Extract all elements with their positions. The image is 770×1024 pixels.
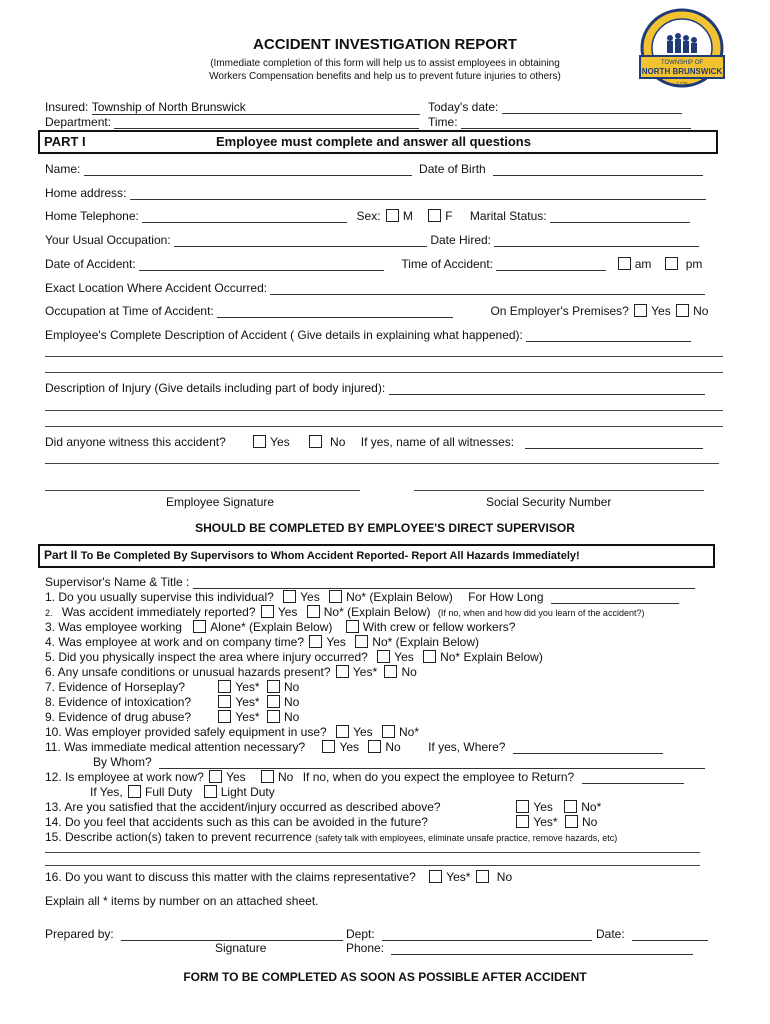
q8-yes-label: Yes*: [235, 695, 260, 709]
q3-alone-label: Alone* (Explain Below): [210, 620, 333, 634]
home-telephone-label: Home Telephone:: [45, 209, 139, 223]
q2-yes-label: Yes: [277, 605, 298, 619]
q6-no-label: No: [401, 665, 417, 679]
q13-no-label: No*: [581, 800, 602, 814]
description-label: Employee's Complete Description of Accident ( Give details in explaining what happened):: [45, 328, 523, 342]
date-of-accident-field[interactable]: [139, 259, 384, 271]
home-address-field[interactable]: [130, 188, 706, 200]
q6-row: [45, 665, 417, 679]
q3-with-label: With crew or fellow workers?: [362, 620, 516, 634]
name-field[interactable]: [84, 164, 412, 176]
part2-label: Part II: [44, 548, 78, 562]
dob-field[interactable]: [493, 164, 703, 176]
sex-label: Sex:: [356, 209, 381, 223]
part2-header-box: [38, 544, 715, 568]
employee-signature-label: Employee Signature: [166, 495, 275, 509]
witness-line-2[interactable]: [45, 463, 719, 464]
footer-note: FORM TO BE COMPLETED AS SOON AS POSSIBLE AFTER ACCIDENT: [183, 970, 587, 984]
insured-value: Township of North Brunswick: [91, 100, 246, 114]
q7-no-label: No: [283, 680, 300, 694]
q1-no-label: No* (Explain Below): [346, 590, 453, 604]
todays-date-label: Today's date:: [428, 100, 499, 114]
witness-names-field[interactable]: [525, 437, 703, 449]
q7-label: 7. Evidence of Horseplay?: [45, 680, 186, 694]
supervisor-name-label: Supervisor's Name & Title :: [45, 575, 190, 589]
location-row: [45, 281, 705, 295]
todays-date-row: [428, 100, 682, 114]
q11-no-label: No: [385, 740, 401, 754]
time-of-accident-field[interactable]: [496, 259, 606, 271]
q10-yes-label: Yes: [353, 725, 373, 739]
q9-label: 9. Evidence of drug abuse?: [45, 710, 192, 724]
q16-row: [45, 870, 512, 884]
phone-row: [346, 941, 693, 955]
q1-yes-label: Yes: [300, 590, 320, 604]
injury-label: Description of Injury (Give details including part of body injured):: [45, 381, 386, 395]
q3-row: [45, 620, 515, 634]
insured-row: [45, 100, 420, 115]
supervisor-heading: SHOULD BE COMPLETED BY EMPLOYEE'S DIRECT SUPERVISOR: [195, 521, 575, 535]
witness-row: [45, 435, 703, 449]
part1-header-box: [38, 130, 718, 154]
duty-row: [90, 785, 275, 799]
svg-text:TOWNSHIP OF: TOWNSHIP OF: [660, 60, 704, 66]
witness-label: Did anyone witness this accident?: [45, 435, 226, 449]
pm-checkbox[interactable]: [665, 257, 678, 270]
insured-field[interactable]: [92, 100, 420, 115]
ssn-line[interactable]: [414, 490, 704, 491]
home-telephone-field[interactable]: [142, 211, 347, 223]
time-label: Time:: [428, 115, 458, 129]
employee-signature-line[interactable]: [45, 490, 360, 491]
phone-field[interactable]: [391, 943, 693, 955]
q5-no-label: No* Explain Below): [440, 650, 543, 664]
q14-yes-checkbox[interactable]: [516, 815, 529, 828]
q2-number: 2.: [45, 608, 53, 618]
am-label: am: [634, 257, 652, 271]
q3-label: 3. Was employee working: [45, 620, 182, 634]
q2-no-checkbox[interactable]: [307, 605, 320, 618]
svg-text:NORTH BRUNSWICK: NORTH BRUNSWICK: [641, 67, 723, 76]
q13-yes-label: Yes: [533, 800, 553, 814]
witness-no-label: No: [330, 435, 346, 449]
explain-note: Explain all * items by number on an attached sheet.: [45, 894, 319, 908]
q10-no-checkbox[interactable]: [382, 725, 395, 738]
phone-label: Phone:: [346, 941, 385, 955]
am-checkbox[interactable]: [618, 257, 631, 270]
q12-label: 12. Is employee at work now?: [45, 770, 204, 784]
by-whom-row: [93, 755, 705, 769]
q13-yes-checkbox[interactable]: [516, 800, 529, 813]
q15-line-1[interactable]: [45, 852, 700, 853]
date-hired-label: Date Hired:: [430, 233, 492, 247]
injury-line-2[interactable]: [45, 410, 723, 411]
date-hired-field[interactable]: [494, 235, 699, 247]
q10-row: [45, 725, 419, 739]
todays-date-field[interactable]: [502, 102, 682, 114]
q2-no-label: No* (Explain Below): [323, 605, 431, 619]
q13-row: [45, 800, 601, 814]
q11-row: [45, 740, 663, 754]
q11-yes-checkbox[interactable]: [322, 740, 335, 753]
q1-how-long-label: For How Long: [468, 590, 544, 604]
home-address-label: Home address:: [45, 186, 127, 200]
q8-yes-checkbox[interactable]: [218, 695, 231, 708]
q15-label: 15. Describe action(s) taken to prevent recurrence: [45, 830, 312, 844]
q6-no-checkbox[interactable]: [384, 665, 397, 678]
part2-heading: [44, 548, 580, 562]
q1-no-checkbox[interactable]: [329, 590, 342, 603]
q16-yes-checkbox[interactable]: [429, 870, 442, 883]
q10-yes-checkbox[interactable]: [336, 725, 349, 738]
q2-label: Was accident immediately reported?: [61, 605, 256, 619]
q14-label: 14. Do you feel that accidents such as this can be avoided in the future?: [45, 815, 428, 829]
q14-no-label: No: [581, 815, 598, 829]
q11-where-label: If yes, Where?: [428, 740, 506, 754]
full-duty-label: Full Duty: [145, 785, 193, 799]
q3-with-checkbox[interactable]: [346, 620, 359, 633]
description-line-3[interactable]: [45, 372, 723, 373]
q8-no-checkbox[interactable]: [267, 695, 280, 708]
occupation-row: [45, 233, 699, 247]
q9-row: [45, 710, 299, 724]
q4-no-checkbox[interactable]: [355, 635, 368, 648]
q9-no-checkbox[interactable]: [267, 710, 280, 723]
q12-no-label: No: [278, 770, 294, 784]
department-row: [45, 115, 419, 129]
q10-no-label: No*: [398, 725, 419, 739]
prepared-by-label: Prepared by:: [45, 927, 114, 941]
part1-heading: Employee must complete and answer all questions: [216, 134, 531, 149]
signature-label: Signature: [215, 941, 267, 955]
premises-yes-checkbox[interactable]: [634, 304, 647, 317]
date-of-accident-label: Date of Accident:: [45, 257, 136, 271]
injury-field[interactable]: [389, 383, 705, 395]
q10-label: 10. Was employer provided safely equipment in use?: [45, 725, 327, 739]
q4-yes-label: Yes: [326, 635, 346, 649]
department-field[interactable]: [114, 117, 419, 129]
q11-label: 11. Was immediate medical attention necessary?: [45, 740, 306, 754]
q15-note: (safety talk with employees, eliminate unsafe practice, remove hazards, etc): [315, 833, 618, 843]
q14-no-checkbox[interactable]: [565, 815, 578, 828]
q2-yes-checkbox[interactable]: [261, 605, 274, 618]
sex-f-label: F: [445, 209, 453, 223]
sex-m-checkbox[interactable]: [386, 209, 399, 222]
date-of-accident-row: [45, 257, 702, 271]
by-whom-label: By Whom?: [93, 755, 152, 769]
time-of-accident-label: Time of Accident:: [401, 257, 494, 271]
q12-return-field[interactable]: [582, 772, 684, 784]
light-duty-label: Light Duty: [220, 785, 275, 799]
premises-yes-label: Yes: [651, 304, 671, 318]
q8-row: [45, 695, 299, 709]
q16-no-label: No: [496, 870, 513, 884]
usual-occupation-label: Your Usual Occupation:: [45, 233, 171, 247]
occupation-at-time-row: [45, 304, 708, 318]
q6-yes-label: Yes*: [352, 665, 378, 679]
part2-heading-text: To Be Completed By Supervisors to Whom Accident Reported- Report All Hazards Immediately!: [80, 550, 580, 562]
prepared-by-row: [45, 927, 343, 941]
q4-label: 4. Was employee at work and on company time?: [45, 635, 305, 649]
q12-yes-label: Yes: [226, 770, 246, 784]
q16-yes-label: Yes*: [446, 870, 471, 884]
time-row: [428, 115, 691, 129]
q11-yes-label: Yes: [339, 740, 360, 754]
q14-yes-label: Yes*: [533, 815, 558, 829]
home-address-row: [45, 186, 706, 200]
location-field[interactable]: [270, 283, 705, 295]
q11-where-field[interactable]: [513, 742, 663, 754]
location-label: Exact Location Where Accident Occurred:: [45, 281, 268, 295]
q12-yes-checkbox[interactable]: [209, 770, 222, 783]
insured-label: Insured:: [45, 100, 89, 114]
q14-row: [45, 815, 597, 829]
description-line-2[interactable]: [45, 356, 723, 357]
q6-yes-checkbox[interactable]: [336, 665, 349, 678]
sex-m-label: M: [402, 209, 413, 223]
premises-label: On Employer's Premises?: [490, 304, 629, 318]
q4-no-label: No* (Explain Below): [372, 635, 479, 649]
q16-no-checkbox[interactable]: [476, 870, 489, 883]
dept-field[interactable]: [382, 929, 592, 941]
date-row: [596, 927, 708, 941]
light-duty-checkbox[interactable]: [204, 785, 217, 798]
supervisor-name-row: [45, 575, 695, 589]
q13-no-checkbox[interactable]: [564, 800, 577, 813]
witness-yes-checkbox[interactable]: [253, 435, 266, 448]
marital-status-field[interactable]: [550, 211, 690, 223]
q3-alone-checkbox[interactable]: [193, 620, 206, 633]
injury-line-3[interactable]: [45, 426, 723, 427]
department-label: Department:: [45, 115, 112, 129]
if-yes-label: If Yes,: [90, 785, 123, 799]
home-telephone-row: [45, 209, 690, 223]
q7-yes-checkbox[interactable]: [218, 680, 231, 693]
q15-line-2[interactable]: [45, 865, 700, 866]
prepared-by-field[interactable]: [121, 929, 343, 941]
full-duty-checkbox[interactable]: [128, 785, 141, 798]
q12-return-label: If no, when do you expect the employee to Return?: [302, 770, 575, 784]
name-row: [45, 162, 703, 176]
dob-label: Date of Birth: [419, 162, 486, 176]
usual-occupation-field[interactable]: [174, 235, 427, 247]
q5-yes-checkbox[interactable]: [377, 650, 390, 663]
q1-row: [45, 590, 679, 604]
q9-yes-checkbox[interactable]: [218, 710, 231, 723]
date-field[interactable]: [632, 929, 708, 941]
dept-label: Dept:: [346, 927, 375, 941]
ssn-label: Social Security Number: [486, 495, 612, 509]
part1-label: PART I: [44, 134, 86, 149]
description-field[interactable]: [526, 330, 691, 342]
injury-row: [45, 381, 705, 395]
q6-label: 6. Any unsafe conditions or unusual hazards present?: [45, 665, 331, 679]
q1-label: 1. Do you usually supervise this individual?: [45, 590, 274, 604]
name-label: Name:: [45, 162, 81, 176]
description-row: [45, 328, 691, 342]
q8-no-label: No: [283, 695, 300, 709]
dept-row: [346, 927, 592, 941]
premises-no-checkbox[interactable]: [676, 304, 689, 317]
q7-no-checkbox[interactable]: [267, 680, 280, 693]
q5-row: [45, 650, 543, 664]
q1-how-long-field[interactable]: [551, 592, 679, 604]
sex-f-checkbox[interactable]: [428, 209, 441, 222]
q15-row: [45, 830, 617, 844]
q2-row: [45, 605, 644, 619]
svg-text:1779: 1779: [676, 82, 688, 88]
q13-label: 13. Are you satisfied that the accident/injury occurred as described above?: [45, 800, 441, 814]
witness-names-label: If yes, name of all witnesses:: [360, 435, 515, 449]
supervisor-name-field[interactable]: [193, 577, 695, 589]
form-title: ACCIDENT INVESTIGATION REPORT: [253, 36, 517, 53]
q5-label: 5. Did you physically inspect the area where injury occurred?: [45, 650, 368, 664]
q7-row: [45, 680, 299, 694]
subtitle-line-2: Workers Compensation benefits and help us to prevent future injuries to others): [209, 71, 561, 82]
pm-label: pm: [685, 257, 703, 271]
witness-yes-label: Yes: [270, 435, 290, 449]
q11-no-checkbox[interactable]: [368, 740, 381, 753]
q12-row: [45, 770, 684, 784]
q4-yes-checkbox[interactable]: [309, 635, 322, 648]
q5-yes-label: Yes: [394, 650, 414, 664]
q8-label: 8. Evidence of intoxication?: [45, 695, 192, 709]
q12-no-checkbox[interactable]: [261, 770, 274, 783]
q9-yes-label: Yes*: [235, 710, 260, 724]
occupation-at-time-field[interactable]: [217, 306, 453, 318]
q4-row: [45, 635, 479, 649]
witness-no-checkbox[interactable]: [309, 435, 322, 448]
q7-yes-label: Yes*: [235, 680, 260, 694]
date-label: Date:: [596, 927, 625, 941]
premises-no-label: No: [693, 304, 709, 318]
by-whom-field[interactable]: [159, 757, 705, 769]
q9-no-label: No: [283, 710, 300, 724]
marital-status-label: Marital Status:: [469, 209, 547, 223]
time-field[interactable]: [461, 117, 691, 129]
q2-note: (If no, when and how did you learn of the accident?): [437, 608, 645, 618]
occupation-at-time-label: Occupation at Time of Accident:: [45, 304, 214, 318]
q16-label: 16. Do you want to discuss this matter with the claims representative?: [45, 870, 416, 884]
subtitle-line-1: (Immediate completion of this form will help us to assist employees in obtaining: [210, 58, 560, 69]
q1-yes-checkbox[interactable]: [283, 590, 296, 603]
q5-no-checkbox[interactable]: [423, 650, 436, 663]
